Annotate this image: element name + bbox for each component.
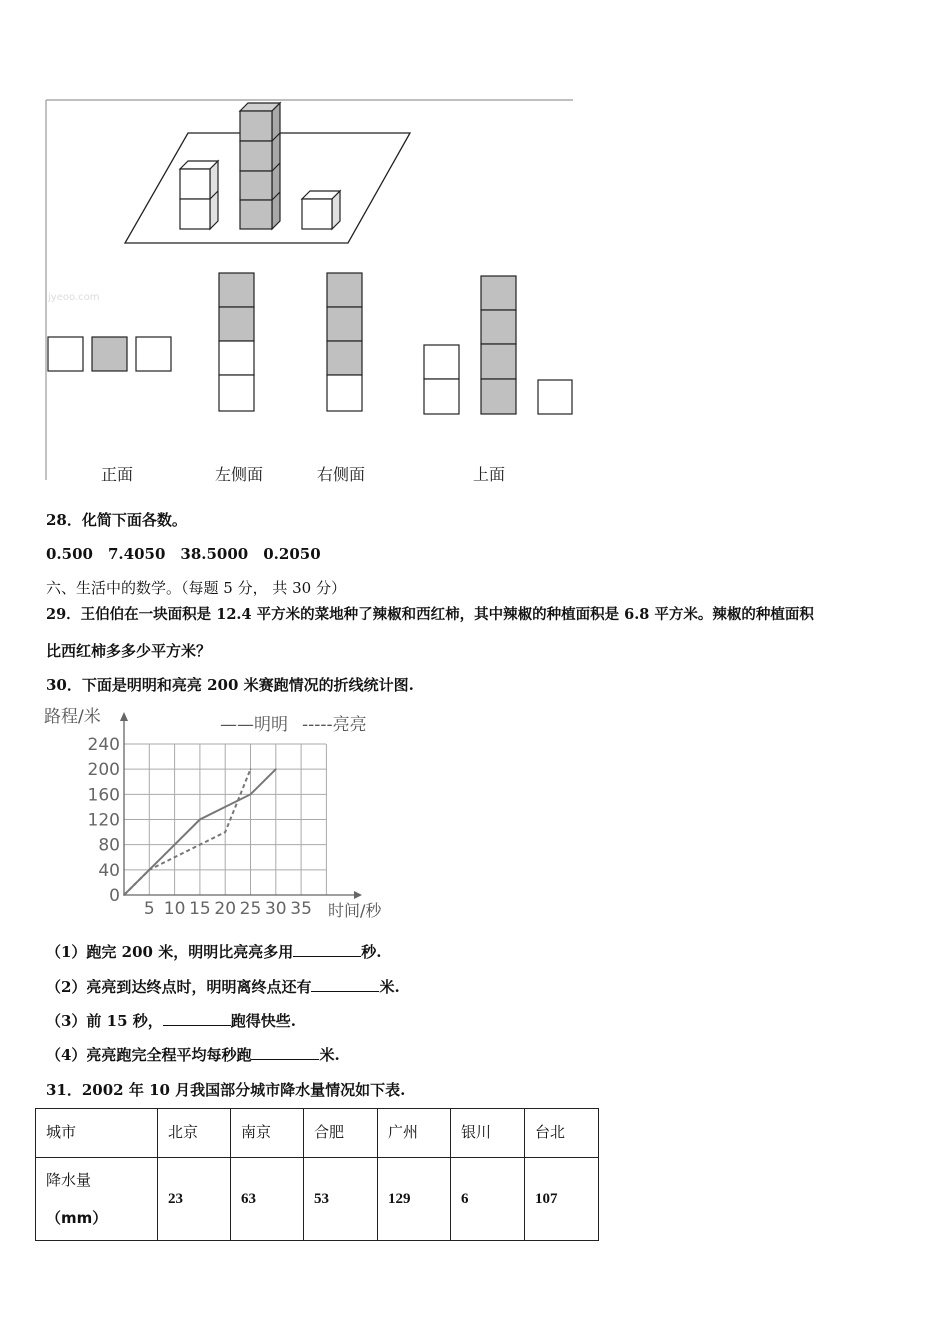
- x-tick-label: 5: [143, 899, 155, 919]
- series-point: [224, 831, 226, 833]
- q28-title: 28．化简下面各数。: [46, 511, 187, 529]
- table-value: 53: [304, 1158, 378, 1241]
- x-tick-label: 15: [189, 899, 211, 919]
- q30-sub1-text-b: 秒.: [361, 943, 382, 961]
- x-tick-label: 25: [239, 899, 262, 919]
- y-tick-label: 0: [109, 886, 120, 906]
- table-row-label-line1: 降水量: [46, 1171, 92, 1189]
- series-point: [250, 794, 252, 796]
- table-city: 合肥: [304, 1109, 378, 1158]
- q30-sub1-blank[interactable]: [293, 942, 361, 957]
- watermark-text: jyeoo.com: [48, 292, 100, 303]
- chart-grid: [124, 744, 326, 895]
- y-axis-arrow: [120, 712, 128, 721]
- x-tick-label: 20: [214, 899, 237, 919]
- chart-axes: [120, 712, 362, 899]
- series-point: [149, 869, 151, 871]
- table-header-label: 城市: [36, 1109, 158, 1158]
- table-city: 银川: [451, 1109, 525, 1158]
- table-row-label: [36, 1158, 158, 1241]
- series-point: [123, 894, 125, 896]
- x-axis-arrow: [354, 891, 362, 899]
- chart-legend-mingming: ——明明: [220, 715, 288, 735]
- rainfall-table-wrap: [35, 1108, 599, 1241]
- y-tick-label: 200: [87, 760, 120, 781]
- q31-title: 31．2002 年 10 月我国部分城市降水量情况如下表.: [46, 1081, 406, 1099]
- y-tick-label: 40: [98, 860, 120, 881]
- q30-sub4: [46, 1044, 340, 1065]
- front-view: [48, 337, 171, 371]
- q30-sub2-text-a: （2）亮亮到达终点时，明明离终点还有: [46, 978, 312, 996]
- q30-sub4-blank[interactable]: [251, 1045, 319, 1060]
- left-cube-stack: [180, 161, 218, 229]
- right-cube: [302, 191, 340, 229]
- q29-line2: 比西红柿多多少平方米？: [46, 642, 212, 660]
- q30-sub2: [46, 976, 400, 997]
- x-tick-label: 30: [264, 899, 287, 919]
- series-point: [275, 768, 277, 770]
- view-label-front: 正面: [101, 465, 134, 484]
- q30-sub3-text-a: （3）前 15 秒，: [46, 1012, 163, 1030]
- q30-sub3: [46, 1010, 296, 1031]
- table-value: 23: [158, 1158, 231, 1241]
- middle-cube-stack: [240, 103, 280, 229]
- y-tick-label: 240: [87, 735, 120, 755]
- q30-sub3-blank[interactable]: [163, 1011, 231, 1026]
- chart-legend-liangliang: -----亮亮: [302, 715, 367, 735]
- x-tick-label: 35: [290, 899, 312, 919]
- y-tick-label: 160: [87, 785, 120, 806]
- line-chart-svg: [40, 700, 410, 925]
- q30-sub3-text-b: 跑得快些.: [230, 1012, 296, 1030]
- table-city: 南京: [231, 1109, 304, 1158]
- series-point: [199, 819, 201, 821]
- series-point: [250, 768, 252, 770]
- q30-sub1-text-a: （1）跑完 200 米，明明比亮亮多用: [46, 943, 294, 961]
- view-label-top: 上面: [473, 465, 506, 484]
- table-header-row: [36, 1109, 599, 1158]
- q30-sub4-text-a: （4）亮亮跑完全程平均每秒跑: [46, 1046, 252, 1064]
- rainfall-table: [35, 1108, 599, 1241]
- section6-title: 六、生活中的数学。（每题 5 分， 共 30 分）: [46, 579, 346, 597]
- top-view: [424, 276, 572, 414]
- view-label-left-side: 左侧面: [215, 465, 264, 484]
- table-value: 63: [231, 1158, 304, 1241]
- table-value: 107: [525, 1158, 599, 1241]
- line-chart: [40, 700, 410, 925]
- table-city: 北京: [158, 1109, 231, 1158]
- chart-xlabel: 时间/秒: [328, 901, 382, 920]
- y-tick-label: 120: [87, 810, 120, 831]
- right-side-view: [327, 273, 362, 411]
- left-side-view: [219, 273, 254, 411]
- q30-sub2-text-b: 米.: [379, 978, 400, 996]
- chart-ylabel: 路程/米: [44, 707, 101, 727]
- cube-views-svg: [40, 95, 580, 490]
- x-tick-label: 10: [163, 899, 186, 919]
- table-value: 6: [451, 1158, 525, 1241]
- series-point: [174, 856, 176, 858]
- table-value-row: [36, 1158, 599, 1241]
- table-value: 129: [378, 1158, 451, 1241]
- view-label-right-side: 右侧面: [317, 465, 366, 484]
- q30-sub4-text-b: 米.: [319, 1046, 340, 1064]
- q29-line1: 29．王伯伯在一块面积是 12.4 平方米的菜地种了辣椒和西红柿，其中辣椒的种植面积是 6.8 平方米。辣椒的种植面积: [46, 606, 814, 623]
- table-row-label-line2: （mm）: [46, 1209, 108, 1227]
- cube-views-figure: [40, 95, 580, 490]
- series-point: [224, 806, 226, 808]
- table-city: 台北: [525, 1109, 599, 1158]
- series-point: [174, 844, 176, 846]
- series-point: [199, 844, 201, 846]
- y-tick-label: 80: [98, 835, 120, 856]
- q28-numbers: 0.500 7.4050 38.5000 0.2050: [46, 545, 321, 563]
- q30-sub1: [46, 941, 381, 962]
- q30-title: 30．下面是明明和亮亮 200 米赛跑情况的折线统计图.: [46, 676, 414, 694]
- q30-sub2-blank[interactable]: [311, 977, 379, 992]
- table-city: 广州: [378, 1109, 451, 1158]
